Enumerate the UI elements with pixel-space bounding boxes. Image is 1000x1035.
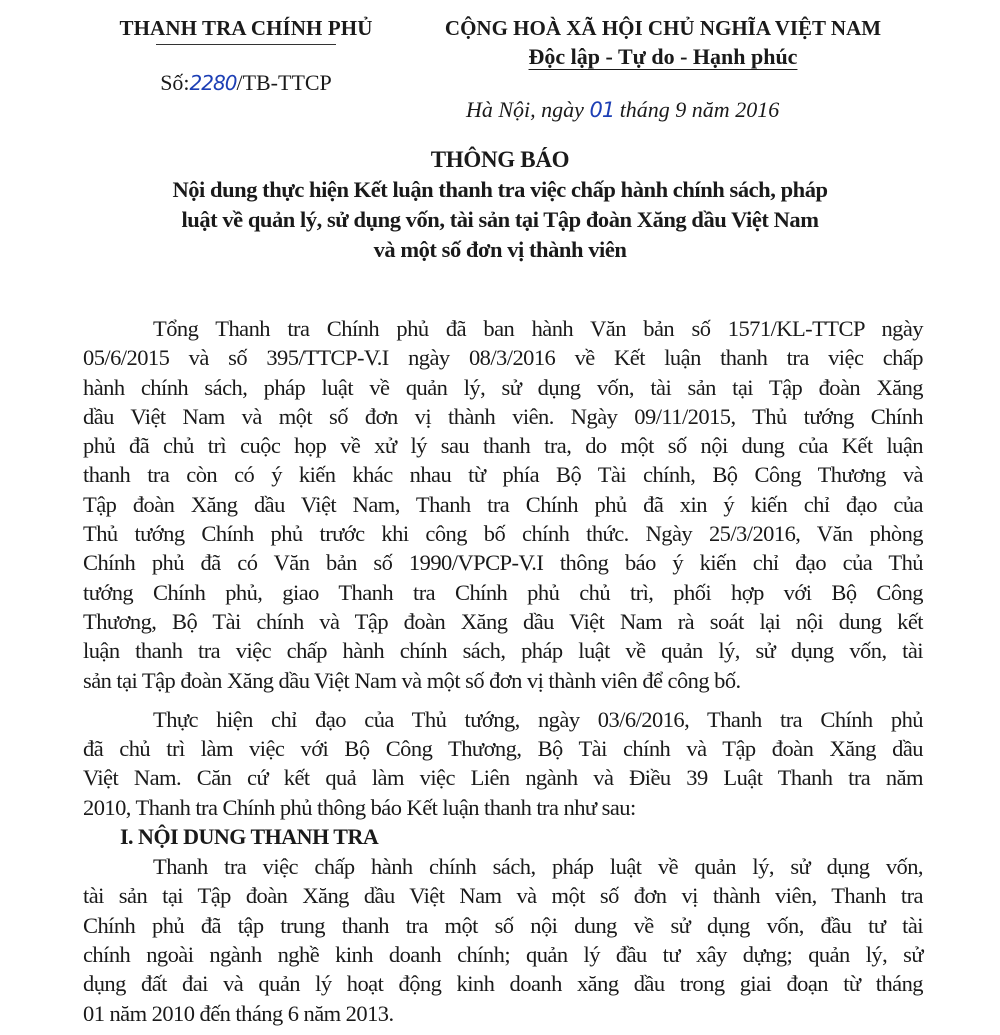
title-sub-line: Nội dung thực hiện Kết luận thanh tra việc chấp hành chính sách, pháp <box>172 177 828 202</box>
body-line: 01 năm 2010 đến tháng 6 năm 2013. <box>83 1000 394 1026</box>
body-line: Thủ tướng Chính phủ trước khi công bố chính thức. Ngày 25/3/2016, Văn phòng <box>83 521 923 547</box>
body-line: sản tại Tập đoàn Xăng dầu Việt Nam và một số đơn vị thành viên để công bố. <box>83 667 741 693</box>
doc-number-suffix: /TB-TTCP <box>236 70 332 95</box>
national-motto: Độc lập - Tự do - Hạnh phúc <box>528 44 798 69</box>
body-line: Tổng Thanh tra Chính phủ đã ban hành Văn bản số 1571/KL-TTCP ngày <box>153 316 923 341</box>
paragraph-2 <box>83 705 923 822</box>
body-line: Tập đoàn Xăng dầu Việt Nam, Thanh tra Chính phủ đã xin ý kiến chỉ đạo của <box>83 491 923 517</box>
place-and-date <box>466 96 779 124</box>
agency-underline <box>156 44 336 45</box>
place-date-suffix: tháng 9 năm 2016 <box>614 97 780 122</box>
body-line: Thực hiện chỉ đạo của Thủ tướng, ngày 03/6/2016, Thanh tra Chính phủ <box>153 706 923 732</box>
paragraph-3 <box>83 852 923 1028</box>
body-line: luận thanh tra việc chấp hành chính sách, pháp luật về quản lý, sử dụng vốn, tài <box>83 638 923 664</box>
body-line: dầu Việt Nam và một số đơn vị thành viên. Ngày 09/11/2015, Thủ tướng Chính <box>83 403 923 429</box>
body-line: Chính phủ đã tập trung thanh tra một số nội dung về sử dụng vốn, đầu tư tài <box>83 912 923 938</box>
national-header-block <box>418 14 908 72</box>
paragraph-gap <box>83 695 923 705</box>
title-sub-line: và một số đơn vị thành viên <box>373 237 627 262</box>
body-line: đã chủ trì làm việc với Bộ Công Thương, Bộ Tài chính và Tập đoàn Xăng dầu <box>83 736 923 762</box>
paragraph-1 <box>83 314 923 695</box>
body-line: phủ đã chủ trì cuộc họp về xử lý sau thanh tra, do một số nội dung của Kết luận <box>83 433 923 459</box>
body-line: Việt Nam. Căn cứ kết quả làm việc Liên ngành và Điều 39 Luật Thanh tra năm <box>83 765 923 791</box>
body-line: thanh tra còn có ý kiến khác nhau từ phía Bộ Tài chính, Bộ Công Thương và <box>83 462 923 488</box>
body-line: tướng Chính phủ, giao Thanh tra Chính phủ chủ trì, phối hợp với Bộ Công <box>83 579 923 605</box>
agency-name: THANH TRA CHÍNH PHỦ <box>119 16 373 40</box>
body-line: 05/6/2015 và số 395/TTCP-V.I ngày 08/3/2016 về Kết luận thanh tra việc chấp <box>83 345 923 371</box>
doc-number-handwritten: 2280 <box>189 71 237 95</box>
body-line: hành chính sách, pháp luật về quản lý, sử dụng vốn, tài sản tại Tập đoàn Xăng <box>83 374 923 400</box>
body-line: 2010, Thanh tra Chính phủ thông báo Kết luận thanh tra như sau: <box>83 794 636 820</box>
section-heading: I. NỘI DUNG THANH TRA <box>120 824 379 850</box>
body-line: Thương, Bộ Tài chính và Tập đoàn Xăng dầu Việt Nam rà soát lại nội dung kết <box>83 608 923 634</box>
title-main: THÔNG BÁO <box>430 147 570 172</box>
body-line: dụng đất đai và quản lý hoạt động kinh doanh xăng dầu trong giai đoạn từ tháng <box>83 971 923 997</box>
body-line: tài sản tại Tập đoàn Xăng dầu Việt Nam và một số đơn vị thành viên, Thanh tra <box>83 883 923 909</box>
nation-name: CỘNG HOÀ XÃ HỘI CHỦ NGHĨA VIỆT NAM <box>444 16 882 40</box>
document-title <box>100 145 900 265</box>
document-body <box>83 314 923 1028</box>
day-handwritten: 01 <box>589 98 615 122</box>
title-sub-line: luật về quản lý, sử dụng vốn, tài sản tại Tập đoàn Xăng dầu Việt Nam <box>181 207 819 232</box>
place-date-prefix: Hà Nội, ngày <box>466 97 590 122</box>
body-line: Thanh tra việc chấp hành chính sách, pháp luật về quản lý, sử dụng vốn, <box>153 854 923 880</box>
body-line: chính ngoài ngành nghề kinh doanh chính; quản lý đầu tư xây dựng; quản lý, sử <box>83 941 923 967</box>
document-number <box>96 69 396 97</box>
issuing-agency-block <box>96 14 396 97</box>
body-line: Chính phủ đã có Văn bản số 1990/VPCP-V.I thông báo ý kiến chỉ đạo của Thủ <box>83 550 923 576</box>
doc-number-prefix: Số: <box>160 70 190 95</box>
